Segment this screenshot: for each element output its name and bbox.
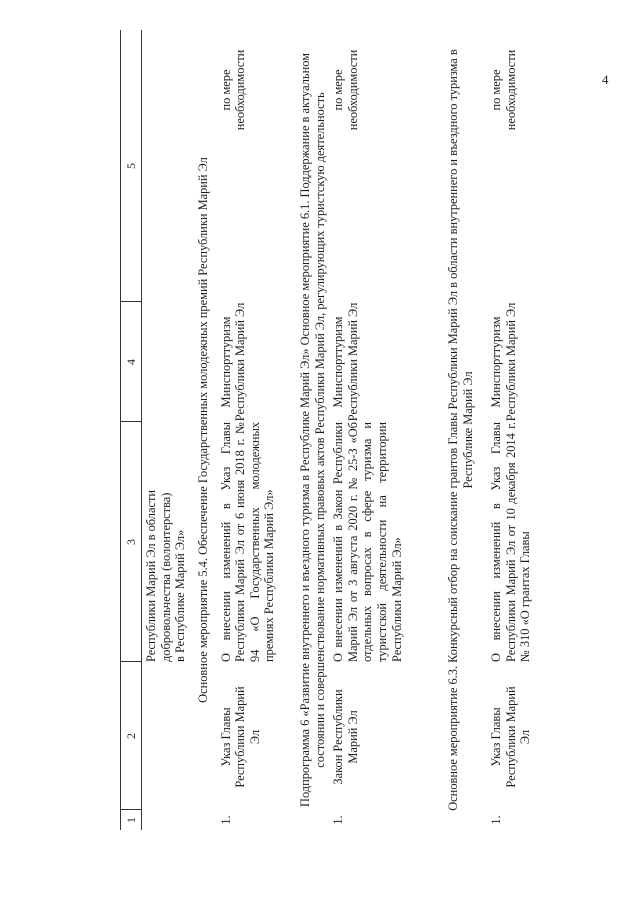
column-number-5: 5 [124,163,138,169]
executor: Минспорттуризм Республики Марий Эл [218,302,248,422]
row-number: 1. [489,815,504,825]
column-number-4: 4 [124,359,138,365]
section-heading: Основное мероприятие 6.3. Конкурсный отбор на соискание грантов Главы Республики Марий Эл в области внутреннего и въездного туризма в Республике Марий Эл [446,49,475,811]
column-number-2: 2 [124,733,138,739]
continued-line: добровольчества (волонтерства) [158,492,173,662]
column-number-header [120,30,142,830]
continued-document-name [144,422,188,662]
executor: Минспорттуризм Республики Марий Эл [331,302,360,422]
column-number-1: 1 [124,817,138,823]
row-number: 1. [218,815,233,825]
document-table [120,30,540,830]
deadline: по мере необходимости [331,49,360,131]
deadline: по мере необходимости [489,49,518,131]
document-name: О внесении изменений в Указ Главы Республики Марий Эл от 6 июня 2018 г. № 94 «О Государственных молодежных премиях Республики Марий Эл» [218,422,277,662]
executor: Минспорттуризм Республики Марий Эл [489,302,518,422]
section-heading: Основное мероприятие 5.4. Обеспечение Государственных молодежных премий Республики Марий Эл [196,157,210,703]
deadline: по мере необходимости [218,49,248,131]
continued-line: в Республике Марий Эл» [173,529,188,662]
document-type: Указ Главы Республики Марий Эл [218,686,262,788]
document-type: Указ Главы Республики Марий Эл [489,686,533,788]
page-number: 4 [602,72,609,87]
continued-line: Республики Марий Эл в области [144,490,158,662]
document-type: Закон Республики Марий Эл [331,689,360,785]
section-heading: Подпрограмма 6 «Развитие внутреннего и въездного туризма в Республике Марий Эл» Основное мероприятие 6.1. Поддержание в актуальном состоянии и совершенствование нормативных правовых актов Республики Марий Эл, регулирующих туристскую деятельность [298,53,327,807]
column-number-3: 3 [124,539,138,545]
row-number: 1. [331,815,346,825]
document-name: О внесении изменений в Закон Республики Марий Эл от 3 августа 2020 г. № 25-З «Об отдельных вопросах в сфере туризма и туристской деятельности на территории Республики Марий Эл» [331,422,404,662]
section [298,30,404,830]
document-name: О внесении изменений в Указ Главы Республики Марий Эл от 10 декабря 2014 г. № 310 «О грантах Главы [489,422,533,662]
section [446,30,533,830]
section [196,30,277,830]
